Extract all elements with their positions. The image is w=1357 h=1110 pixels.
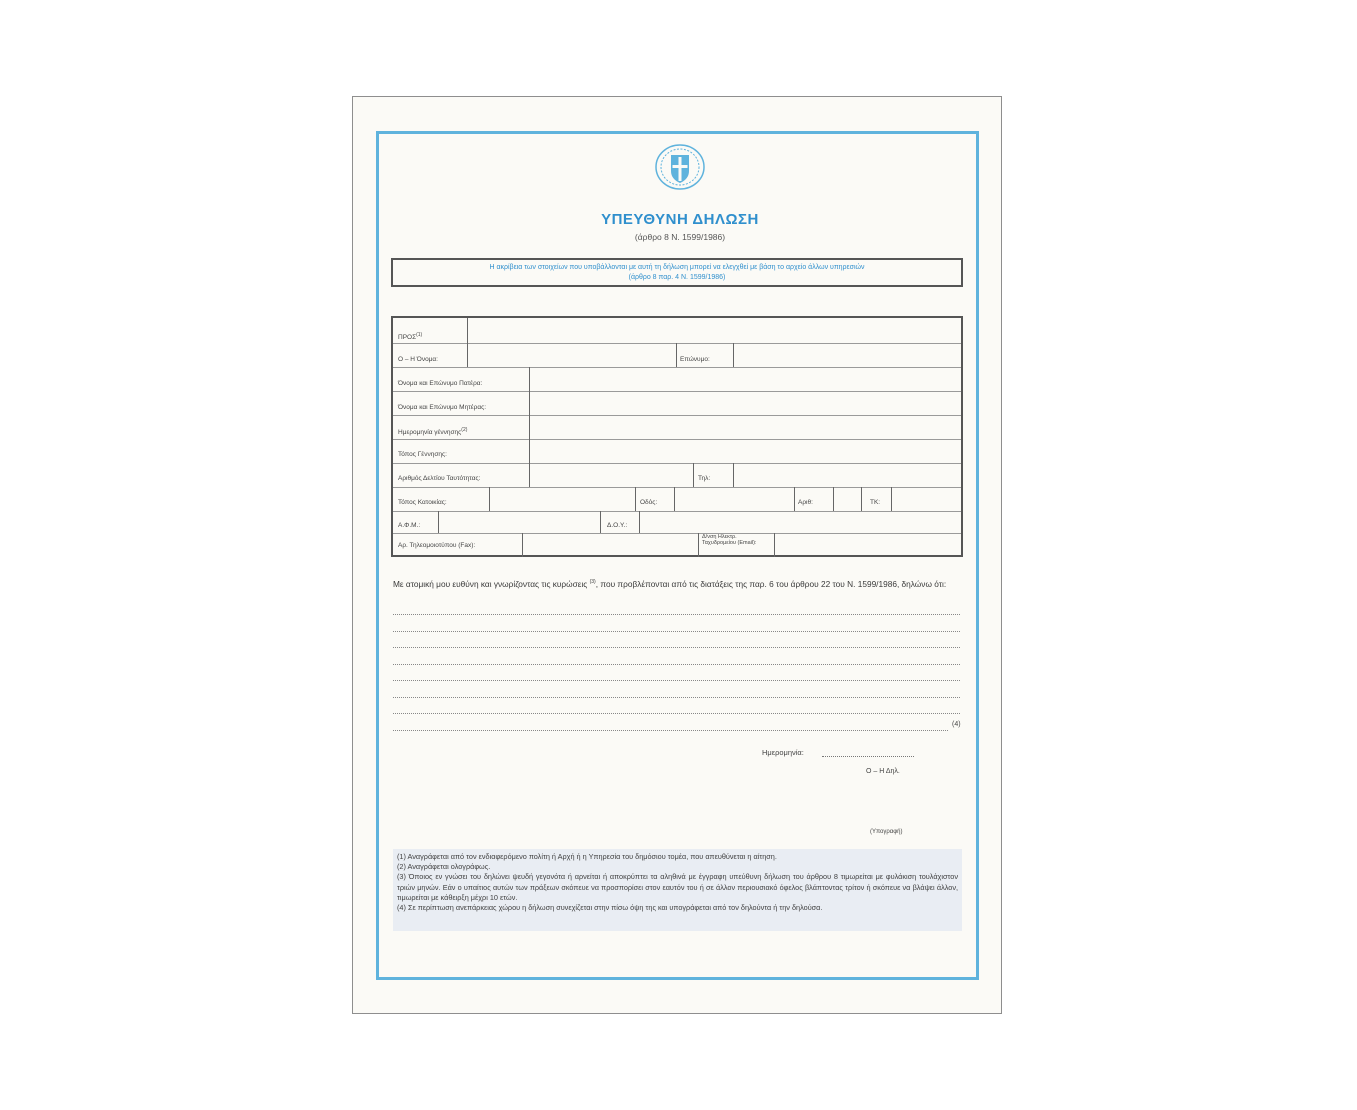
declaration-line[interactable] xyxy=(393,647,960,648)
father-label: Όνομα και Επώνυμο Πατέρα: xyxy=(398,380,483,387)
number-field[interactable] xyxy=(835,488,859,510)
surname-field[interactable] xyxy=(735,344,959,366)
postcode-label: ΤΚ: xyxy=(870,499,881,506)
phone-label: Τηλ: xyxy=(698,475,711,482)
fax-field[interactable] xyxy=(524,534,696,556)
notice-line-1: Η ακρίβεια των στοιχείων που υποβάλλονται με αυτή τη δήλωση μπορεί να ελεγχθεί με βάση το αρχείο άλλων υπηρεσιών xyxy=(489,264,865,271)
doy-field[interactable] xyxy=(641,512,959,532)
accuracy-notice xyxy=(391,258,963,287)
id-number-label: Αριθμός Δελτίου Ταυτότητας: xyxy=(398,475,481,482)
declarant-label: Ο – Η Δηλ. xyxy=(866,768,900,775)
greek-coat-of-arms-icon xyxy=(654,143,706,191)
personal-details-table xyxy=(391,316,963,557)
declaration-line[interactable] xyxy=(393,730,948,731)
footnote-3: (3) Όποιος εν γνώσει του δηλώνει ψευδή γεγονότα ή αρνείται ή αποκρύπτει τα αληθινά με έγγραφη υπεύθυνη δήλωση του άρθρου 8 τιμωρείται με φυλάκιση τουλάχιστον τριών μηνών. Εάν ο υπαίτιος αυτών των πράξεων σκόπευε να προσπορίσει στον εαυτόν του ή σε άλλον περιουσιακό όφελος βλάπτοντας τρίτον ή σκόπευε να βλάψει άλλον, τιμωρείται με κάθειρξη μέχρι 10 ετών. xyxy=(397,872,958,902)
declaration-text: Με ατομική μου ευθύνη και γνωρίζοντας τις κυρώσεις $^{(3)}$, που προβλέπονται από τις διατάξεις της παρ. 6 του άρθρου 22 του Ν. 1599/1986, δηλώνω ότι: xyxy=(393,578,947,589)
residence-field[interactable] xyxy=(491,488,633,510)
declaration-line[interactable] xyxy=(393,680,960,681)
father-field[interactable] xyxy=(531,368,959,390)
phone-field[interactable] xyxy=(735,464,959,486)
street-field[interactable] xyxy=(676,488,792,510)
postcode-field[interactable] xyxy=(893,488,959,510)
declaration-line[interactable] xyxy=(393,631,960,632)
footnote-4: (4) Σε περίπτωση ανεπάρκειας χώρου η δήλωση συνεχίζεται στην πίσω όψη της και υπογράφεται από τον δηλούντα ή την δηλούσα. xyxy=(397,903,823,913)
date-label: Ημερομηνία: xyxy=(762,748,804,757)
to-label: ΠΡΟΣ$^{(1)}$ xyxy=(398,332,423,342)
footnote-2: (2) Αναγράφεται ολογράφως. xyxy=(397,862,491,872)
declaration-line[interactable] xyxy=(393,697,960,698)
footnote-4-mark: (4) xyxy=(952,721,961,728)
name-field[interactable] xyxy=(469,344,674,366)
afm-field[interactable] xyxy=(440,512,598,532)
id-number-field[interactable] xyxy=(531,464,691,486)
declaration-line[interactable] xyxy=(393,713,960,714)
surname-label: Επώνυμο: xyxy=(680,356,710,363)
number-label: Αριθ: xyxy=(798,499,813,506)
birthdate-label: Ημερομηνία γέννησης$^{(2)}$ xyxy=(398,427,468,437)
mother-label: Όνομα και Επώνυμο Μητέρας: xyxy=(398,404,487,411)
declaration-line[interactable] xyxy=(393,614,960,615)
declaration-line[interactable] xyxy=(393,664,960,665)
fax-label: Αρ. Τηλεομοιοτύπου (Fax): xyxy=(398,542,476,549)
residence-label: Τόπος Κατοικίας: xyxy=(398,499,447,506)
document-subtitle: (άρθρο 8 Ν. 1599/1986) xyxy=(634,232,726,242)
birthdate-field[interactable] xyxy=(531,416,959,438)
afm-label: Α.Φ.Μ.: xyxy=(398,522,421,529)
footnotes-box xyxy=(393,849,962,931)
footnote-1: (1) Αναγράφεται από τον ενδιαφερόμενο πολίτη ή Αρχή ή η Υπηρεσία του δημόσιου τομέα, που απευθύνεται η αίτηση. xyxy=(397,852,777,861)
document-title: ΥΠΕΥΘΥΝΗ ΔΗΛΩΣΗ xyxy=(601,211,759,228)
signature-label: (Υπογραφή) xyxy=(870,829,903,835)
street-label: Οδός: xyxy=(640,499,658,506)
name-label: Ο – Η Όνομα: xyxy=(398,356,438,363)
birthplace-label: Τόπος Γέννησης: xyxy=(398,451,447,458)
mother-field[interactable] xyxy=(531,392,959,414)
email-field[interactable] xyxy=(776,534,959,556)
email-label: Δ/νση Ηλεκτρ. Ταχυδρομείου (Email): xyxy=(702,534,757,546)
to-field[interactable] xyxy=(469,319,959,342)
date-field[interactable] xyxy=(822,756,914,757)
notice-line-2: (άρθρο 8 παρ. 4 Ν. 1599/1986) xyxy=(628,274,726,281)
doy-label: Δ.Ο.Υ.: xyxy=(607,522,628,529)
birthplace-field[interactable] xyxy=(531,440,959,462)
